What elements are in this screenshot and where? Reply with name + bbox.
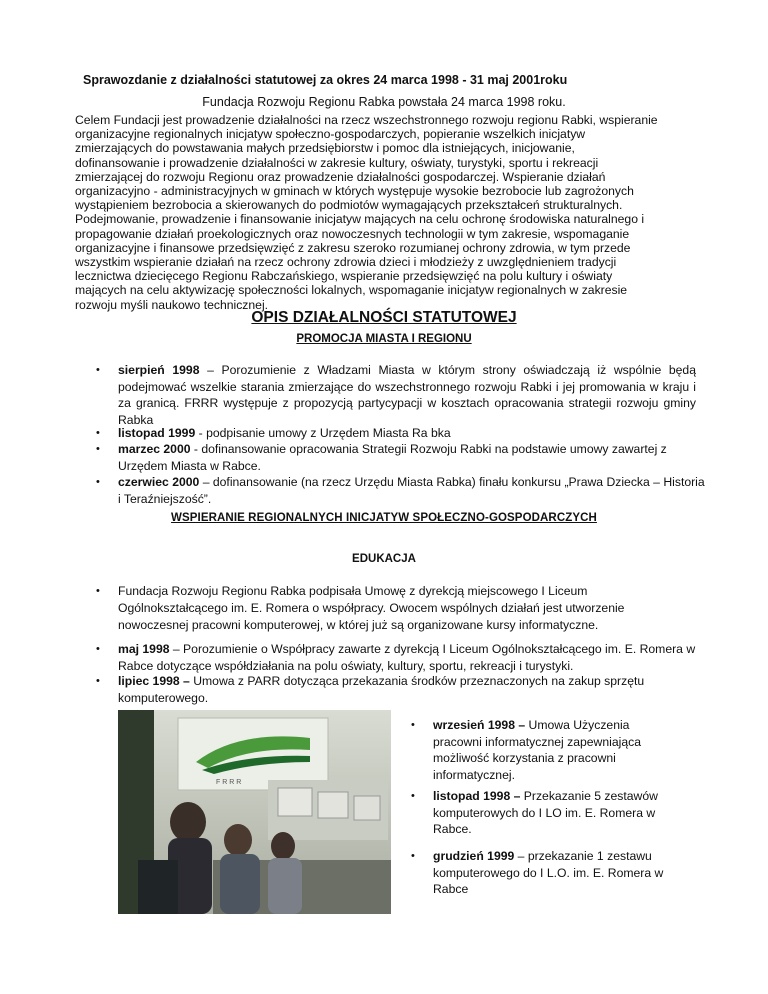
intro-line: Celem Fundacji jest prowadzenie działalności na rzecz wszechstronnego rozwoju regionu Rabki, wspieranie bbox=[75, 113, 658, 127]
intro-line: zmierzających do powstawania małych przedsiębiorstw i pomoc dla istniejących, inicjowanie, bbox=[75, 141, 575, 156]
computer-lab-photo bbox=[118, 710, 391, 914]
bullet: • bbox=[96, 476, 100, 488]
list-item bbox=[96, 441, 708, 474]
intro-line: organizacyjno - administracyjnych w gminach w których występuje wysokie bezrobocie lub zagrożonych bbox=[75, 184, 634, 199]
item-date: marzec 2000 bbox=[118, 442, 191, 456]
intro-line: wszystkim wspieranie działań na rzecz ochrony zdrowia dzieci i młodzieży z uwzględnieniem tradycji bbox=[75, 255, 617, 270]
intro-line: rozwoju myśli naukowo technicznej. bbox=[75, 297, 269, 312]
list-item bbox=[96, 425, 696, 442]
intro-line: propagowanie działań proekologicznych oraz nowoczesnych technologii w tym zakresie, wspomaganie bbox=[75, 226, 630, 241]
item-text: Fundacja Rozwoju Regionu Rabka podpisała Umowę z dyrekcją miejscowego I Liceum Ogólnokształcącego im. E. Romera o współpracy. Owocem wspólnych działań jest utworzenie nowoczesnej pracowni komputerowej, w której już są organizowane kursy informatyczne. bbox=[118, 584, 625, 632]
bullet: • bbox=[96, 443, 100, 455]
list-item bbox=[96, 583, 693, 634]
intro-line: zmierzającej do rozwoju Regionu oraz prowadzenie działalności gospodarczej. Wspieranie działań bbox=[75, 169, 606, 184]
item-date: maj 1998 bbox=[118, 642, 170, 656]
bullet: • bbox=[96, 364, 100, 376]
bullet: • bbox=[96, 675, 100, 687]
item-text: Umowa z PARR dotycząca przekazania środków przeznaczonych na zakup sprzętu komputerowego. bbox=[118, 674, 645, 705]
item-text: Przekazanie 5 zestawów komputerowych do I LO im. E. Romera w Rabce. bbox=[433, 789, 658, 836]
item-text: – dofinansowanie (na rzecz Urzędu Miasta Rabka) finału konkursu „Prawa Dziecka – Historia i Teraźniejszość”. bbox=[118, 475, 705, 506]
intro-line: mających na celu aktywizację społeczności lokalnych, wspomaganie inicjatyw regionalnych w zakresie bbox=[75, 283, 628, 298]
item-text: - dofinansowanie opracowania Strategii Rozwoju Rabki na podstawie umowy zawartej z Urzędem Miasta w Rabce. bbox=[118, 442, 667, 473]
item-text: – Porozumienie o Współpracy zawarte z dyrekcją I Liceum Ogólnokształcącego im. E. Romera w Rabce dotyczące współdziałania na polu oświaty, kultury, sportu, rekreacji i turystyki. bbox=[118, 642, 696, 673]
item-date: grudzień 1999 bbox=[433, 849, 515, 863]
item-date: listopad 1998 – bbox=[433, 789, 521, 803]
list-item bbox=[96, 673, 693, 706]
heading-regional-initiatives: WSPIERANIE REGIONALNYCH INICJATYW SPOŁECZNO-GOSPODARCZYCH bbox=[171, 512, 597, 524]
item-date: czerwiec 2000 bbox=[118, 475, 200, 489]
intro-line: Podejmowanie, prowadzenie i finansowanie inicjatyw mających na celu ochronę środowiska naturalnego i bbox=[75, 212, 645, 227]
intro-line: lecznictwa dziecięcego Regionu Rabczańskiego, wspieranie przedsięwzięć na polu kultury i oświaty bbox=[75, 269, 613, 284]
item-text: - podpisanie umowy z Urzędem Miasta Ra bka bbox=[195, 426, 451, 440]
item-date: wrzesień 1998 – bbox=[433, 718, 526, 732]
intro-line: dofinansowanie i prowadzenie działalności w zakresie kultury, oświaty, turystyki, sportu i rekreacji bbox=[75, 155, 599, 170]
bullet: • bbox=[411, 850, 415, 862]
foundation-subtitle: Fundacja Rozwoju Regionu Rabka powstała 24 marca 1998 roku. bbox=[202, 95, 566, 109]
computer-lab-photo-drawing bbox=[118, 710, 391, 914]
item-text: – przekazanie 1 zestawu komputerowego do I L.O. im. E. Romera w Rabce bbox=[433, 849, 664, 896]
item-date: lipiec 1998 – bbox=[118, 674, 190, 688]
item-date: listopad 1999 bbox=[118, 426, 196, 440]
list-item bbox=[96, 362, 696, 428]
list-item bbox=[411, 788, 678, 838]
list-item bbox=[411, 717, 678, 783]
report-title: Sprawozdanie z działalności statutowej za okres 24 marca 1998 - 31 maj 2001roku bbox=[83, 73, 568, 87]
list-item bbox=[411, 848, 683, 898]
bullet: • bbox=[411, 790, 415, 802]
item-date: sierpień 1998 bbox=[118, 363, 200, 377]
list-item bbox=[96, 641, 698, 674]
list-item bbox=[96, 474, 708, 507]
intro-line: wystąpieniem bezrobocia a skierowanych do podmiotów wymagających przekształceń strukturalnych. bbox=[75, 198, 623, 213]
bullet: • bbox=[96, 585, 100, 597]
intro-line: organizacyjne i finansowe przedsięwzięć z zakresu szeroko rozumianej ochrony zdrowia, w tym przede bbox=[75, 240, 631, 255]
intro-line: organizacyjne regionalnych inicjatyw społeczno-gospodarczych, popieranie wszelkich inicjatyw bbox=[75, 127, 586, 142]
heading-statutory-activity: OPIS DZIAŁALNOŚCI STATUTOWEJ bbox=[251, 309, 517, 326]
heading-city-promotion: PROMOCJA MIASTA I REGIONU bbox=[296, 333, 472, 345]
bullet: • bbox=[411, 719, 415, 731]
intro-paragraph bbox=[75, 113, 695, 312]
bullet: • bbox=[96, 427, 100, 439]
heading-education: EDUKACJA bbox=[352, 553, 416, 565]
photo-logo-text: F R R R bbox=[216, 779, 242, 786]
bullet: • bbox=[96, 643, 100, 655]
item-text: Umowa Użyczenia pracowni informatycznej zapewniająca możliwość korzystania z pracowni informatycznej. bbox=[433, 718, 641, 782]
item-text: – Porozumienie z Władzami Miasta w którym strony oświadczają iż wspólnie będą podejmować wszelkie starania zmierzające do wszechstronnego rozwoju Rabki i jej promowania w kraju i za granicą. FRRR występuje z propozycją partycypacji w kosztach opracowania strategii rozwoju gminy Rabka bbox=[118, 363, 696, 427]
